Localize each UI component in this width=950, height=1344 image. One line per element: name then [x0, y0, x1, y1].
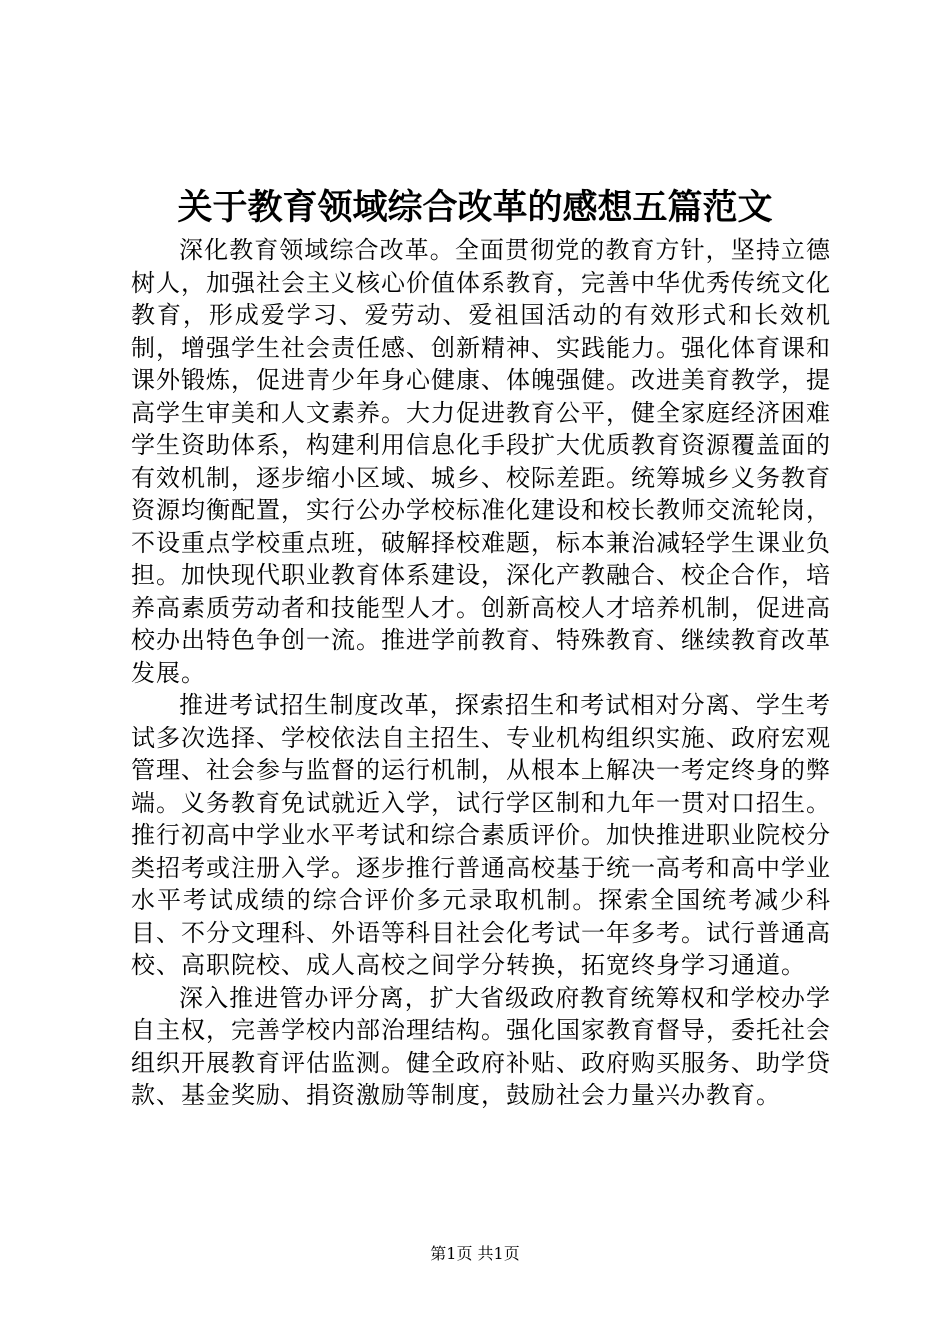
paragraph-2: 推进考试招生制度改革，探索招生和考试相对分离、学生考试多次选择、学校依法自主招生、专业机构组织实施、政府宏观管理、社会参与监督的运行机制，从根本上解决一考定终身的弊端。义务教育免试就近入学，试行学区制和九年一贯对口招生。推行初高中学业水平考试和综合素质评价。加快推进职业院校分类招考或注册入学。逐步推行普通高校基于统一高考和高中学业水平考试成绩的综合评价多元录取机制。探索全国统考减少科目、不分文理科、外语等科目社会化考试一年多考。试行普通高校、高职院校、成人高校之间学分转换，拓宽终身学习通道。	[131, 691, 831, 979]
paragraph-3: 深入推进管办评分离，扩大省级政府教育统筹权和学校办学自主权，完善学校内部治理结构。强化国家教育督导，委托社会组织开展教育评估监测。健全政府补贴、政府购买服务、助学贷款、基金奖励、捐资激励等制度，鼓励社会力量兴办教育。	[131, 983, 831, 1109]
page-footer: 第1页 共1页	[430, 1244, 520, 1263]
document-body	[131, 234, 831, 1112]
document-title: 关于教育领域综合改革的感想五篇范文	[177, 187, 773, 228]
paragraph-1: 深化教育领域综合改革。全面贯彻党的教育方针，坚持立德树人，加强社会主义核心价值体系教育，完善中华优秀传统文化教育，形成爱学习、爱劳动、爱祖国活动的有效形式和长效机制，增强学生社会责任感、创新精神、实践能力。强化体育课和课外锻炼，促进青少年身心健康、体魄强健。改进美育教学，提高学生审美和人文素养。大力促进教育公平，健全家庭经济困难学生资助体系，构建利用信息化手段扩大优质教育资源覆盖面的有效机制，逐步缩小区域、城乡、校际差距。统筹城乡义务教育资源均衡配置，实行公办学校标准化建设和校长教师交流轮岗，不设重点学校重点班，破解择校难题，标本兼治减轻学生课业负担。加快现代职业教育体系建设，深化产教融合、校企合作，培养高素质劳动者和技能型人才。创新高校人才培养机制，促进高校办出特色争创一流。推进学前教育、特殊教育、继续教育改革发展。	[131, 236, 831, 687]
